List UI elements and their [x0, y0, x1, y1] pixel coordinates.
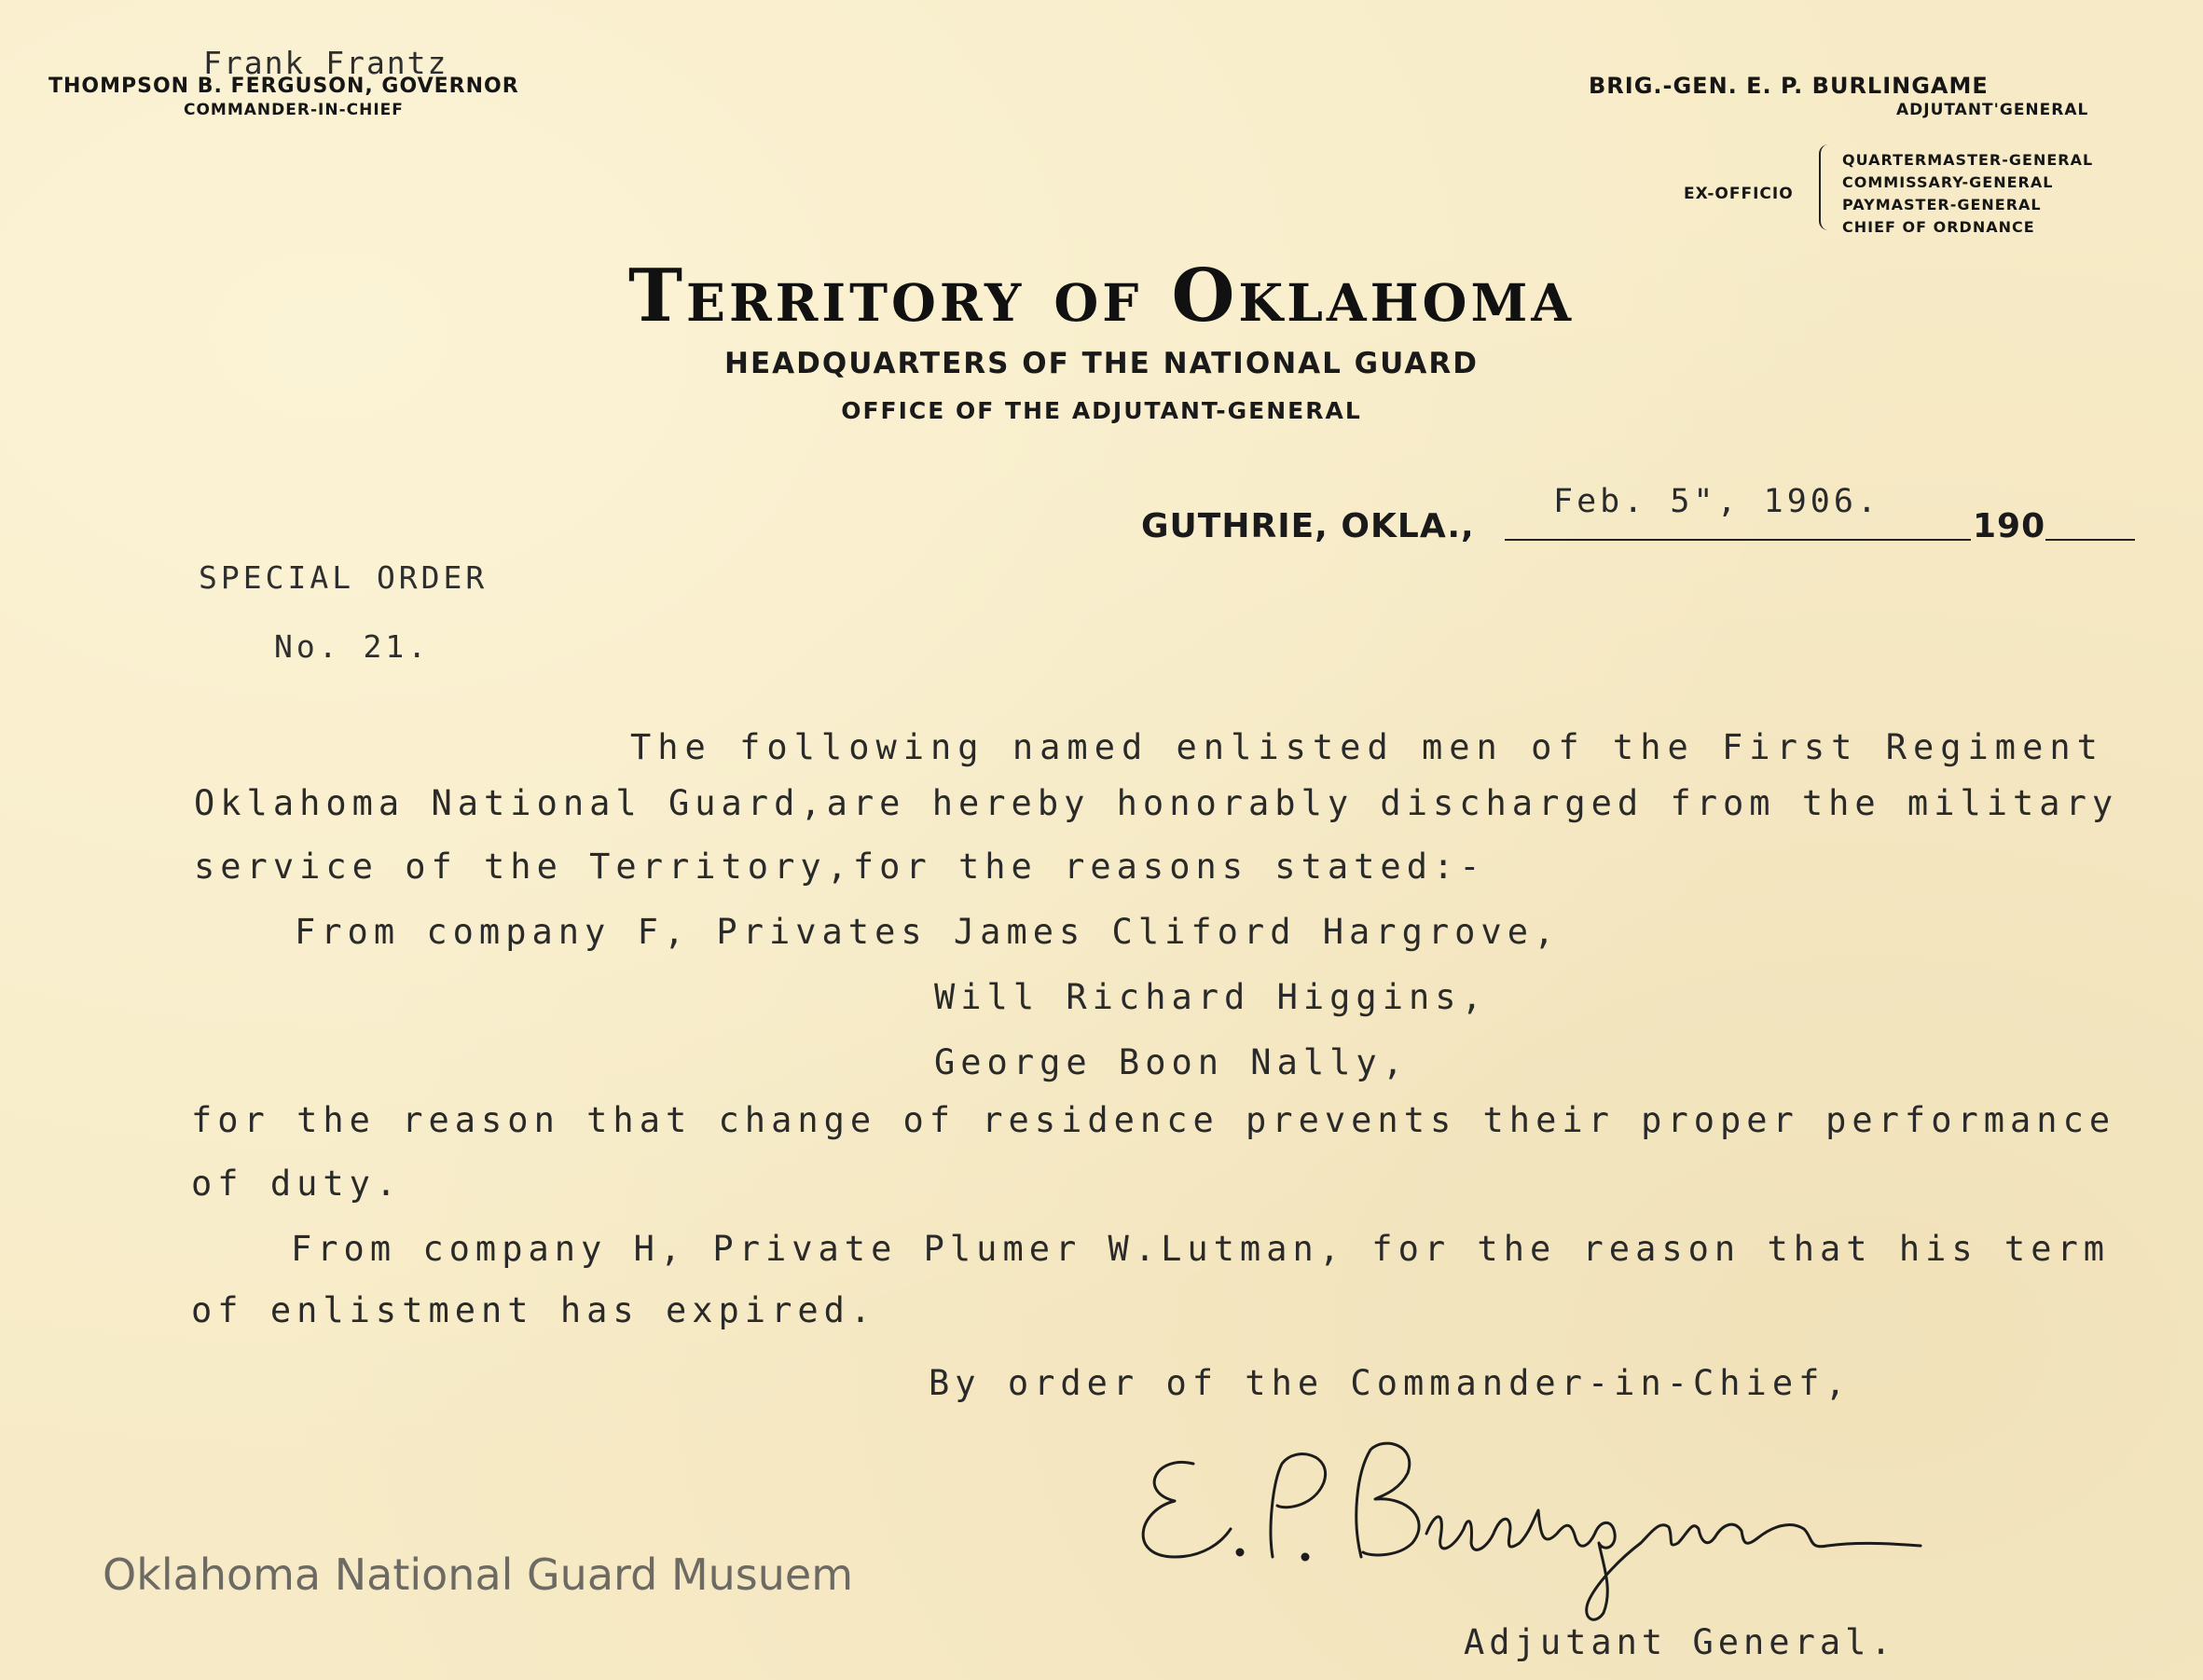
body-line: of duty. [191, 1164, 403, 1204]
letterhead-office: OFFICE OF THE ADJUTANT-GENERAL [841, 397, 1362, 424]
ex-officio-role: CHIEF OF ORDNANCE [1842, 218, 2035, 236]
order-number: No. 21. [274, 628, 431, 665]
ex-officio-label: EX-OFFICIO [1684, 185, 1794, 203]
body-line: of enlistment has expired. [191, 1290, 877, 1330]
place-label: GUTHRIE, OKLA., [1141, 507, 1475, 545]
body-line: Oklahoma National Guard,are hereby honorably discharged from the military [194, 783, 2119, 823]
order-heading: SPECIAL ORDER [199, 559, 489, 596]
letter-date: Feb. 5", 1906. [1553, 483, 1881, 520]
body-line: From company H, Private Plumer W.Lutman, for the reason that his term [291, 1229, 2111, 1269]
adjutant-general-name: BRIG.-GEN. E. P. BURLINGAME [1589, 73, 1989, 99]
signature-image [1119, 1426, 1976, 1641]
body-line: From company F, Privates James Cliford Hargrove, [295, 912, 1561, 952]
ex-officio-role: PAYMASTER-GENERAL [1842, 196, 2042, 213]
body-line: service of the Territory,for the reasons stated:- [194, 847, 1486, 887]
year-prefix: 190 [1973, 507, 2046, 545]
governor-title: COMMANDER-IN-CHIEF [184, 101, 404, 119]
body-line: for the reason that change of residence prevents their proper performance [191, 1100, 2116, 1140]
ex-officio-roles [1842, 149, 2093, 239]
body-line: George Boon Nally, [934, 1042, 1409, 1082]
governor-name: THOMPSON B. FERGUSON, GOVERNOR [48, 75, 519, 98]
letterhead-subtitle: HEADQUARTERS OF THE NATIONAL GUARD [724, 347, 1479, 380]
ex-officio-role: COMMISSARY-GENERAL [1842, 173, 2054, 191]
date-rule [1505, 539, 1971, 541]
adjutant-general-title: ADJUTANT'GENERAL [1896, 101, 2089, 119]
ex-officio-role: QUARTERMASTER-GENERAL [1842, 151, 2094, 169]
letterhead-title: Territory of Oklahoma [627, 254, 1576, 338]
signature-title: Adjutant General. [1464, 1622, 1896, 1662]
handwritten-governor-name: Frank Frantz [203, 45, 448, 81]
year-rule [2045, 539, 2135, 541]
closing-line: By order of the Commander-in-Chief, [929, 1363, 1852, 1403]
body-line: The following named enlisted men of the First Regiment [630, 727, 2104, 767]
brace-mark [1819, 145, 1830, 230]
museum-watermark: Oklahoma National Guard Musuem [103, 1549, 854, 1600]
body-line: Will Richard Higgins, [934, 977, 1488, 1017]
